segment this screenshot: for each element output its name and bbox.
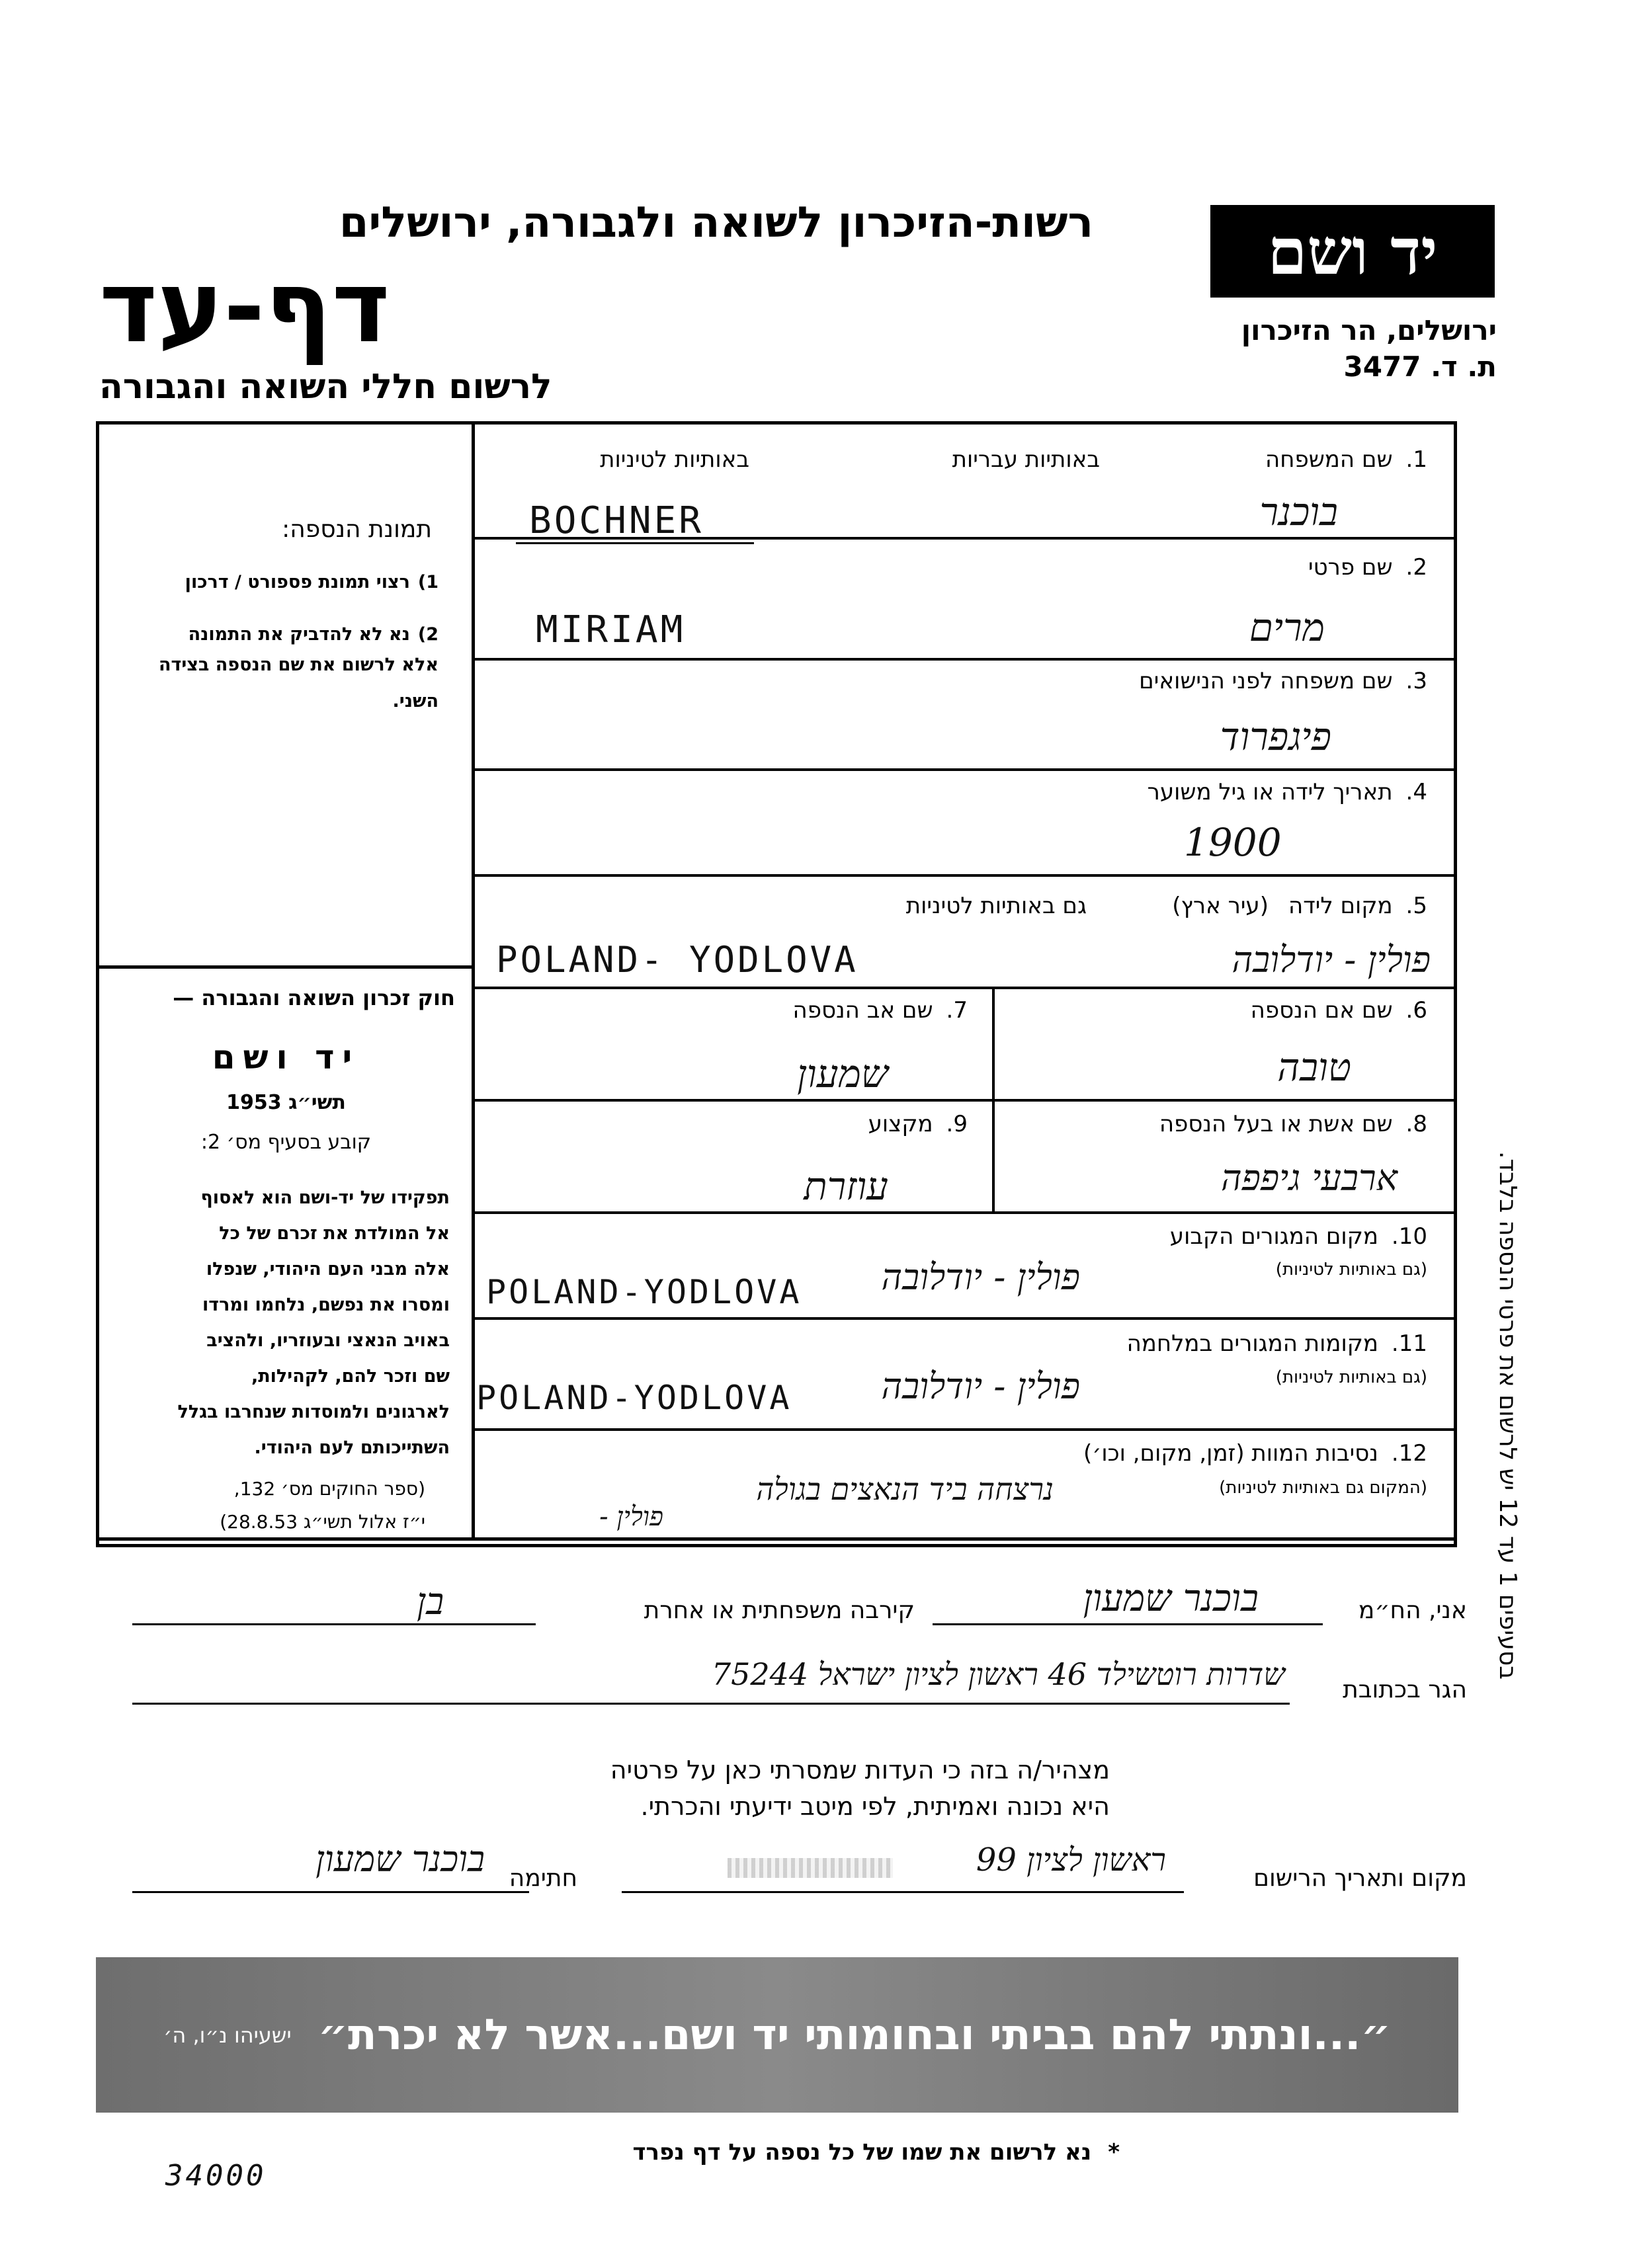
field-1-col-hebrew: באותיות עבריות — [952, 446, 1100, 473]
law-body — [116, 1180, 450, 1466]
address-line — [132, 1703, 1290, 1705]
photo-note-item-2-num: 2) — [417, 624, 439, 645]
field-1-label — [1265, 446, 1427, 473]
field-2-text: שם פרטי — [1308, 554, 1393, 581]
field-3-number: 3. — [1405, 668, 1427, 694]
field-7-text: שם אב הנספה — [792, 997, 933, 1024]
field-7-value[interactable]: שמעון — [797, 1051, 888, 1096]
footer-note-text: נא לרשום את שמו של כל נספה על דף נפרד — [632, 2139, 1092, 2166]
row-separator — [472, 658, 1457, 661]
field-4-label — [1148, 779, 1427, 805]
declarant-value[interactable]: בוכנר שמעון — [1083, 1577, 1259, 1620]
signature-label: חתימה — [509, 1865, 577, 1892]
field-9-number: 9. — [946, 1111, 968, 1137]
logo-text: יד ושם — [1267, 214, 1438, 289]
field-1-value-hebrew[interactable]: בוכנר — [1259, 489, 1338, 534]
footer-star: * — [1108, 2139, 1120, 2166]
field-1-underline — [516, 542, 754, 544]
field-8-label — [1159, 1111, 1427, 1137]
banner-source: ישעיהו נ״ו, ה׳ — [163, 2022, 292, 2048]
field-5-value-hebrew[interactable]: פולין - יודלובה — [1232, 939, 1431, 981]
relation-label: קירבה משפחתית או אחרת — [644, 1597, 915, 1624]
field-8-number: 8. — [1405, 1111, 1427, 1137]
row-separator — [472, 768, 1457, 771]
field-11-number: 11. — [1391, 1330, 1427, 1357]
field-10-text: מקום המגורים הקבוע — [1169, 1223, 1378, 1250]
form-subtitle: לרשום חללי השואה והגבורה — [99, 367, 552, 407]
field-5-text: מקום לידה — [1288, 893, 1393, 919]
photo-note-item-2-line-2: אלא לרשום את שם הנספה בצידה — [158, 655, 439, 675]
field-11-text: מקומות המגורים במלחמה — [1126, 1330, 1378, 1357]
field-10-value-latin[interactable]: POLAND-YODLOVA — [486, 1273, 802, 1311]
field-12-text: נסיבות המוות (זמן, מקום, וכו׳) — [1083, 1440, 1378, 1467]
field-12-label — [1083, 1440, 1427, 1467]
field-9-label — [868, 1111, 968, 1137]
law-body-line: שם וזכר להם, לקהילות, — [251, 1366, 450, 1387]
law-reference-2: י״ז אלול תשי״ג 28.8.53) — [220, 1511, 425, 1533]
field-6-text: שם אם הנספה — [1250, 997, 1393, 1024]
column-divider — [472, 421, 475, 1539]
law-body-line: באויב הנאצי ובעוזריו, ולהציב — [206, 1330, 450, 1351]
row-separator — [472, 1099, 1457, 1102]
org-name: רשות-הזיכרון לשואה ולגבורה, ירושלים — [339, 198, 1093, 247]
form-title: דף-עד — [99, 250, 390, 365]
law-body-line: לארגונים ולמוסדות שנחרבו בגלל — [177, 1402, 450, 1422]
photo-note-item-2-line-1: נא לא להדביק את התמונה — [188, 624, 410, 645]
field-3-value-hebrew[interactable]: פיגפרוד — [1220, 714, 1331, 759]
declarant-label: אני, הח״מ — [1358, 1597, 1467, 1624]
field-2-number: 2. — [1405, 554, 1427, 581]
photo-note-title: תמונת הנספה: — [282, 516, 432, 543]
field-10-number: 10. — [1391, 1223, 1427, 1250]
row-separator — [472, 874, 1457, 877]
photo-note-item-1 — [185, 572, 439, 592]
address: ירושלים, הר הזיכרון — [1241, 314, 1497, 346]
relation-line — [132, 1623, 536, 1625]
field-6-number: 6. — [1405, 997, 1427, 1024]
photo-note-item-2-line-3: השני. — [392, 691, 439, 711]
field-1-number: 1. — [1405, 446, 1427, 473]
side-note — [1472, 793, 1544, 1686]
field-6-value[interactable]: טובה — [1277, 1045, 1351, 1090]
field-1-col-latin: באותיות לטיניות — [600, 446, 749, 473]
field-9-value[interactable]: עוזרת — [804, 1164, 888, 1209]
redacted-date — [728, 1858, 893, 1878]
field-5-label — [1172, 893, 1427, 919]
address-value[interactable]: שדרות רוטשילד 46 ראשון לציון ישראל 75244 — [711, 1656, 1285, 1692]
field-11-label — [1127, 1330, 1427, 1357]
handwritten-number: 34000 — [165, 2159, 267, 2193]
banner-quote: ״...ונתתי להם בביתי ובחומותי יד ושם...אשר לא יכרת״ — [317, 2010, 1391, 2060]
place-date-line — [622, 1891, 1184, 1893]
fields-bottom-separator — [96, 1537, 1457, 1541]
quote-banner — [96, 1957, 1458, 2113]
field-10-label — [1170, 1223, 1427, 1250]
field-8-text: שם אשת או בעל הנספה — [1159, 1111, 1393, 1137]
row-split — [992, 987, 995, 1211]
signature-line — [132, 1891, 529, 1893]
field-5-col-latin: גם באותיות לטיניות — [905, 893, 1087, 919]
field-4-value[interactable]: 1900 — [1184, 820, 1282, 865]
law-body-line: השתייכותם לעם היהודי. — [254, 1438, 450, 1458]
row-separator — [472, 987, 1457, 989]
field-11-value-latin[interactable]: POLAND-YODLOVA — [476, 1379, 792, 1417]
statement-line-1: מצהיר/ה בזה כי העדות שמסרתי כאן על פרטיה — [610, 1756, 1110, 1785]
law-reference-1: (ספר החוקים מס׳ 132, — [233, 1478, 425, 1500]
field-1-value-latin[interactable]: BOCHNER — [529, 499, 704, 542]
statement-line-2: היא נכונה ואמיתית, לפי מיטב ידיעתי והכרתי. — [640, 1792, 1110, 1821]
law-title: יד ושם — [212, 1038, 360, 1076]
row-separator — [472, 1211, 1457, 1214]
place-date-value[interactable]: ראשון לציון 99 — [976, 1842, 1166, 1879]
field-6-label — [1251, 997, 1427, 1024]
field-4-text: תאריך לידה או גיל משוער — [1147, 779, 1393, 805]
photo-note-item-2 — [188, 618, 439, 651]
field-12-note: (המקום גם באותיות לטיניות) — [1219, 1478, 1427, 1498]
field-9-text: מקצוע — [868, 1111, 933, 1137]
field-12-value-2[interactable]: פולין - — [599, 1502, 663, 1532]
field-3-text: שם משפחה לפני הנישואים — [1139, 668, 1393, 694]
law-body-line: ומסרו את נפשם, נלחמו ומרדו — [202, 1295, 450, 1315]
side-note-text: בסעיפים 1 עד 12 יש לרשום את פרטי הנספה בלבד. — [1494, 1151, 1521, 1680]
field-5-value-latin[interactable]: POLAND- YODLOVA — [496, 939, 858, 981]
field-10-value-hebrew[interactable]: פולין - יודלובה — [881, 1256, 1080, 1298]
field-7-number: 7. — [946, 997, 968, 1024]
po-box: ת. ד. 3477 — [1343, 350, 1497, 383]
row-separator — [472, 1317, 1457, 1320]
field-2-value-hebrew[interactable]: מרים — [1249, 605, 1325, 650]
place-date-label: מקום ותאריך הרישום — [1253, 1865, 1467, 1892]
field-12-value[interactable]: נרצחה ביד הנאצים בגולה — [756, 1471, 1054, 1507]
field-5-note: (עיר ארץ) — [1172, 893, 1269, 919]
field-11-value-hebrew[interactable]: פולין - יודלובה — [881, 1365, 1080, 1407]
footer-note — [633, 2139, 1120, 2166]
declarant-line — [933, 1623, 1323, 1625]
yad-vashem-logo — [1210, 205, 1495, 298]
law-clause: קובע בסעיף מס׳ 2: — [200, 1131, 372, 1154]
law-body-line: תפקידו של יד-ושם הוא לאסוף — [200, 1188, 450, 1208]
field-8-value[interactable]: ארבעי גיפפה — [1220, 1157, 1398, 1199]
left-column-separator — [96, 965, 473, 969]
law-body-line: אלה מבני העם היהודי, שנפלו — [206, 1259, 450, 1279]
field-11-note: (גם באותיות לטיניות) — [1275, 1367, 1427, 1387]
relation-value[interactable]: בן — [417, 1580, 444, 1623]
row-separator — [472, 1428, 1457, 1431]
field-2-value-latin[interactable]: MIRIAM — [536, 608, 686, 651]
photo-note-item-1-num: 1) — [417, 572, 439, 592]
photo-note-item-1-text: רצוי תמונת פספורט / דרכון — [185, 572, 410, 592]
field-7-label — [793, 997, 968, 1024]
law-body-line: אל המולדת את זכרם של כל — [219, 1223, 450, 1244]
field-5-number: 5. — [1405, 893, 1427, 919]
signature-value[interactable]: בוכנר שמעון — [315, 1838, 485, 1880]
field-3-label — [1139, 668, 1427, 694]
field-2-label — [1308, 554, 1427, 581]
field-12-number: 12. — [1391, 1440, 1427, 1467]
law-heading: חוק זכרון השואה והגבורה — — [173, 985, 455, 1010]
field-10-note: (גם באותיות לטיניות) — [1275, 1260, 1427, 1279]
field-4-number: 4. — [1405, 779, 1427, 805]
field-1-text: שם המשפחה — [1265, 446, 1393, 473]
law-year: תשי״ג 1953 — [226, 1091, 346, 1114]
address-label: הגר בכתובת — [1343, 1676, 1467, 1703]
